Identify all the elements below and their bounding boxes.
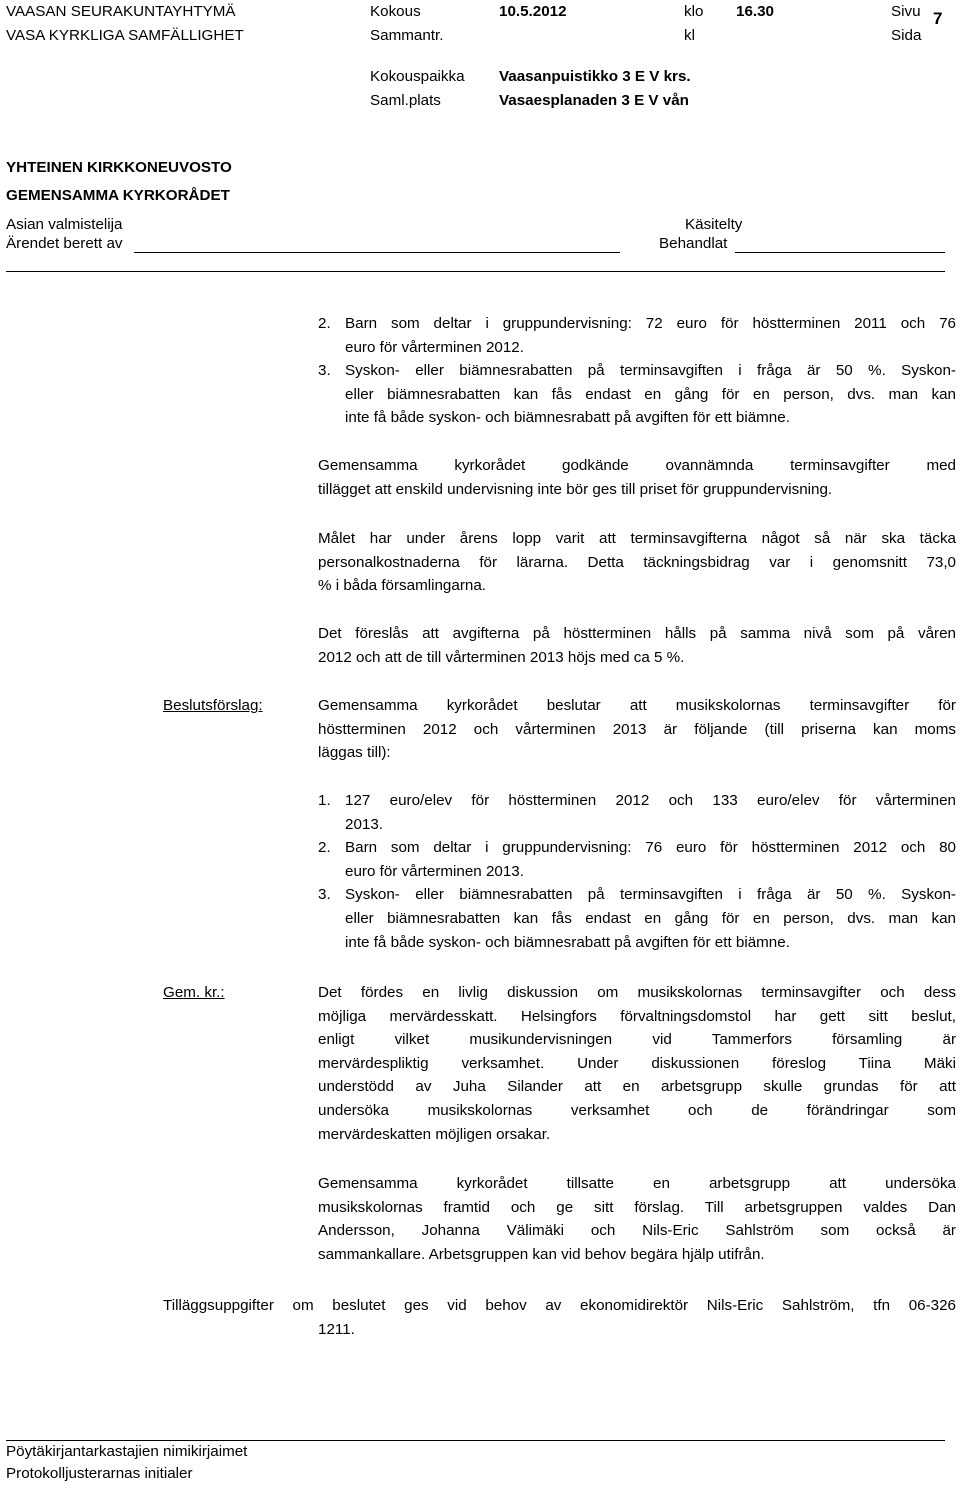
paragraph-line: tillägget att enskild undervisning inte bör ges till priset för gruppundervisning. bbox=[318, 480, 833, 498]
additional-info-line: Tilläggsuppgifter om beslutet ges vid behov av ekonomidirektör Nils-Eric Sahlström, tfn 06-326 bbox=[163, 1297, 956, 1314]
handled-label-fi: Käsitelty bbox=[685, 216, 743, 233]
handled-line bbox=[735, 252, 945, 253]
paragraph-line: musikskolornas framtid och ge sitt förslag. Till arbetsgruppen valdes Dan bbox=[318, 1198, 956, 1216]
additional-info-line: 1211. bbox=[318, 1320, 355, 1338]
header-divider bbox=[6, 271, 945, 272]
paragraph-line: enligt vilket musikundervisningen vid Tammerfors församling är bbox=[318, 1031, 956, 1049]
meeting-label-sv: Sammantr. bbox=[370, 27, 444, 44]
paragraph-proposal-basis bbox=[318, 622, 956, 669]
paragraph-line: % i båda församlingarna. bbox=[318, 577, 486, 595]
list-item-line: Syskon- eller biämnesrabatten på terminsavgiften i fråga är 50 %. Syskon- bbox=[345, 362, 956, 380]
list-item-line: Barn som deltar i gruppundervisning: 76 euro för höstterminen 2012 och 80 bbox=[345, 839, 956, 857]
paragraph-line: Det föreslås att avgifterna på höstterminen hålls på samma nivå som på våren bbox=[318, 625, 956, 642]
page-label-fi: Sivu bbox=[891, 3, 921, 20]
org-name-sv: VASA KYRKLIGA SAMFÄLLIGHET bbox=[6, 27, 244, 44]
list-item-line: eller biämnesrabatten kan fås endast en gång för en person, dvs. man kan bbox=[345, 909, 956, 927]
place-label-fi: Kokouspaikka bbox=[370, 68, 465, 85]
list-item-line: inte få både syskon- och biämnesrabatt på avgiften för ett biämne. bbox=[345, 409, 790, 427]
list-item bbox=[318, 836, 956, 883]
footer-initials-sv: Protokolljusterarnas initialer bbox=[6, 1465, 193, 1482]
paragraph-line: Målet har under årens lopp varit att terminsavgifterna något så när ska täcka bbox=[318, 530, 956, 547]
paragraph-approval bbox=[318, 454, 956, 501]
list-item-line: Syskon- eller biämnesrabatten på terminsavgiften i fråga är 50 %. Syskon- bbox=[345, 886, 956, 904]
list-item bbox=[318, 312, 956, 359]
time-label-fi: klo bbox=[684, 3, 704, 20]
proposal-label: Beslutsförslag: bbox=[163, 697, 263, 714]
list-item bbox=[318, 789, 956, 836]
list-item-number: 3. bbox=[318, 362, 331, 380]
paragraph-line: mervärdespliktig verksamhet. Under diskussionen föreslog Tiina Mäki bbox=[318, 1054, 956, 1072]
paragraph-line: Gemensamma kyrkorådet tillsatte en arbetsgrupp att undersöka bbox=[318, 1175, 956, 1192]
proposal-intro bbox=[318, 694, 956, 765]
paragraph-line: höstterminen 2012 och vårterminen 2013 är följande (till priserna kan moms bbox=[318, 720, 956, 738]
meeting-time: 16.30 bbox=[736, 3, 775, 20]
decision-label: Gem. kr.: bbox=[163, 984, 225, 1001]
preparer-label-fi: Asian valmistelija bbox=[6, 216, 123, 233]
list-item-number: 2. bbox=[318, 839, 331, 857]
list-item-line: euro för vårterminen 2013. bbox=[345, 862, 524, 880]
meeting-date: 10.5.2012 bbox=[499, 3, 567, 20]
preparer-signature-line bbox=[134, 252, 620, 253]
decision-discussion bbox=[318, 981, 956, 1146]
paragraph-line: personalkostnaderna för lärarna. Detta täckningsbidrag var i genomsnitt 73,0 bbox=[318, 553, 956, 571]
fee-list-previous bbox=[318, 312, 956, 430]
time-label-sv: kl bbox=[684, 27, 695, 44]
paragraph-line: möjliga mervärdesskatt. Helsingfors förvaltningsdomstol har gett sitt beslut, bbox=[318, 1007, 956, 1025]
footer-initials-fi: Pöytäkirjantarkastajien nimikirjaimet bbox=[6, 1443, 248, 1460]
paragraph-line: Det fördes en livlig diskussion om musikskolornas terminsavgifter och dess bbox=[318, 984, 956, 1001]
place-fi: Vaasanpuistikko 3 E V krs. bbox=[499, 68, 691, 85]
paragraph-line: undersöka musikskolornas verksamhet och de förändringar som bbox=[318, 1101, 956, 1119]
list-item-number: 3. bbox=[318, 886, 331, 904]
list-item bbox=[318, 883, 956, 954]
paragraph-line: mervärdeskatten möjligen orsakar. bbox=[318, 1125, 551, 1143]
list-item-line: euro för vårterminen 2012. bbox=[345, 338, 524, 356]
paragraph-goal bbox=[318, 527, 956, 598]
list-item-line: 2013. bbox=[345, 815, 384, 833]
place-sv: Vasaesplanaden 3 E V vån bbox=[499, 92, 689, 109]
list-item-line: eller biämnesrabatten kan fås endast en gång för en person, dvs. man kan bbox=[345, 385, 956, 403]
list-item-line: Barn som deltar i gruppundervisning: 72 euro för höstterminen 2011 och 76 bbox=[345, 315, 956, 332]
list-item-line: inte få både syskon- och biämnesrabatt på avgiften för ett biämne. bbox=[345, 933, 790, 951]
meeting-label-fi: Kokous bbox=[370, 3, 421, 20]
decision-working-group bbox=[318, 1172, 956, 1266]
page-number: 7 bbox=[933, 9, 943, 28]
council-name-sv: GEMENSAMMA KYRKORÅDET bbox=[6, 187, 230, 204]
paragraph-line: läggas till): bbox=[318, 744, 391, 762]
additional-info bbox=[163, 1294, 956, 1341]
paragraph-line: sammankallare. Arbetsgruppen kan vid behov begära hjälp utifrån. bbox=[318, 1245, 765, 1263]
list-item bbox=[318, 359, 956, 430]
proposal-fee-list bbox=[318, 789, 956, 954]
council-name-fi: YHTEINEN KIRKKONEUVOSTO bbox=[6, 159, 232, 176]
list-item-line: 127 euro/elev för höstterminen 2012 och 133 euro/elev för vårterminen bbox=[345, 792, 956, 809]
paragraph-line: Andersson, Johanna Välimäki och Nils-Eric Sahlström som också är bbox=[318, 1222, 956, 1240]
preparer-label-sv: Ärendet berett av bbox=[6, 235, 123, 252]
org-name-fi: VAASAN SEURAKUNTAYHTYMÄ bbox=[6, 3, 236, 20]
paragraph-line: understödd av Juha Silander att en arbetsgrupp skulle grundas för att bbox=[318, 1078, 956, 1096]
page-label-sv: Sida bbox=[891, 27, 922, 44]
handled-label-sv: Behandlat bbox=[659, 235, 728, 252]
list-item-number: 1. bbox=[318, 792, 331, 809]
paragraph-line: 2012 och att de till vårterminen 2013 höjs med ca 5 %. bbox=[318, 648, 685, 666]
paragraph-line: Gemensamma kyrkorådet godkände ovannämnda terminsavgifter med bbox=[318, 457, 956, 474]
list-item-number: 2. bbox=[318, 315, 331, 332]
place-label-sv: Saml.plats bbox=[370, 92, 441, 109]
paragraph-line: Gemensamma kyrkorådet beslutar att musikskolornas terminsavgifter för bbox=[318, 697, 956, 714]
